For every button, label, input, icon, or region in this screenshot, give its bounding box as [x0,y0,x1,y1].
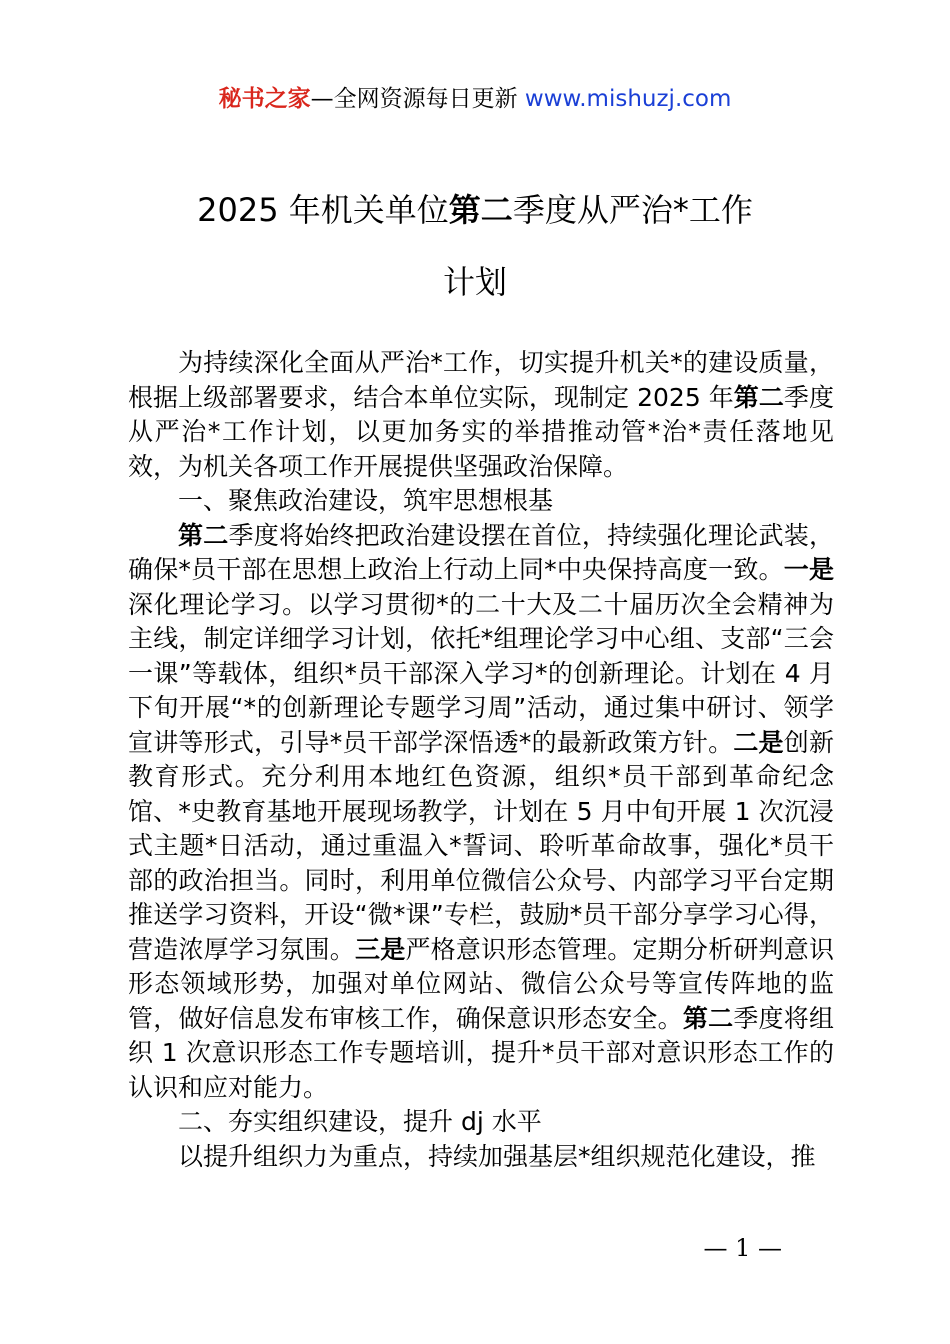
bold-run: 第二 [178,520,229,550]
section-1-paragraph [128,519,834,1106]
site-header [0,80,950,113]
title-bold-part: 第二 [448,191,513,229]
site-brand: 秘书之家 [218,86,311,112]
document-title-line2: 计划 [442,263,507,301]
section-heading-1: 一、聚焦政治建设，筑牢思想根基 [178,486,554,515]
bold-run: 第二 [733,382,784,412]
title-part: 季度从严治*工作 [512,191,753,229]
bold-run: 三是 [355,934,406,964]
text-run: 严格意识形态管理。定期分析研判意识形态领域形势，加强对单位网站、微信公众号等宣传阵地的监管，做好信息发布审核工作，确保意识形态安全。 [128,934,834,1033]
text-run: 创新教育形式。充分利用本地红色资源，组织*员干部到革命纪念馆、*史教育基地开展现场教学，计划在 5 月中旬开展 1 次沉浸式主题*日活动，通过重温入*誓词、聆听革命故事，强化*员干部的政治担当。同时，利用单位微信公众号、内部学习平台定期推送学习资料，开设“微*课”专栏，鼓励*员干部分享学习心得，营造浓厚学习氛围。 [128,727,834,964]
text-run: 季度将始终把政治建设摆在首位，持续强化理论武装，确保*员干部在思想上政治上行动上同*中央保持高度一致。 [128,520,834,584]
page-number: — 1 — [703,1234,782,1262]
site-slogan: —全网资源每日更新 [310,86,518,112]
text-run: 季度将组织 1 次意识形态工作专题培训，提升*员干部对意识形态工作的认识和应对能力。 [128,1003,834,1102]
site-url-link[interactable]: www.mishuzj.com [524,86,732,112]
document-body [128,346,834,1174]
bold-run: 一是 [783,555,834,584]
text-run: 季度从严治*工作计划，以更加务实的举措推动管*治*责任落地见效，为机关各项工作开展提供坚强政治保障。 [128,382,834,481]
section-2-paragraph: 以提升组织力为重点，持续加强基层*组织规范化建设，推 [178,1141,816,1171]
intro-paragraph [128,346,834,484]
section-heading-2: 二、夯实组织建设，提升 dj 水平 [178,1107,542,1136]
document-title-line1 [0,190,950,230]
bold-run: 二是 [733,727,784,757]
text-run: 为持续深化全面从严治*工作，切实提升机关*的建设质量，根据上级部署要求，结合本单位实际，现制定 2025 年 [128,348,834,412]
bold-run: 第二 [682,1003,734,1033]
text-run: 深化理论学习。以学习贯彻*的二十大及二十届历次全会精神为主线，制定详细学习计划，依托*组理论学习中心组、支部“三会一课”等载体，组织*员干部深入学习*的创新理论。计划在 4 月下旬开展“*的创新理论专题学习周”活动，通过集中研讨、领学宣讲等形式，引导*员干部学深悟透*的最新政策方针。 [128,589,834,757]
title-part: 2025 年机关单位 [197,191,449,229]
